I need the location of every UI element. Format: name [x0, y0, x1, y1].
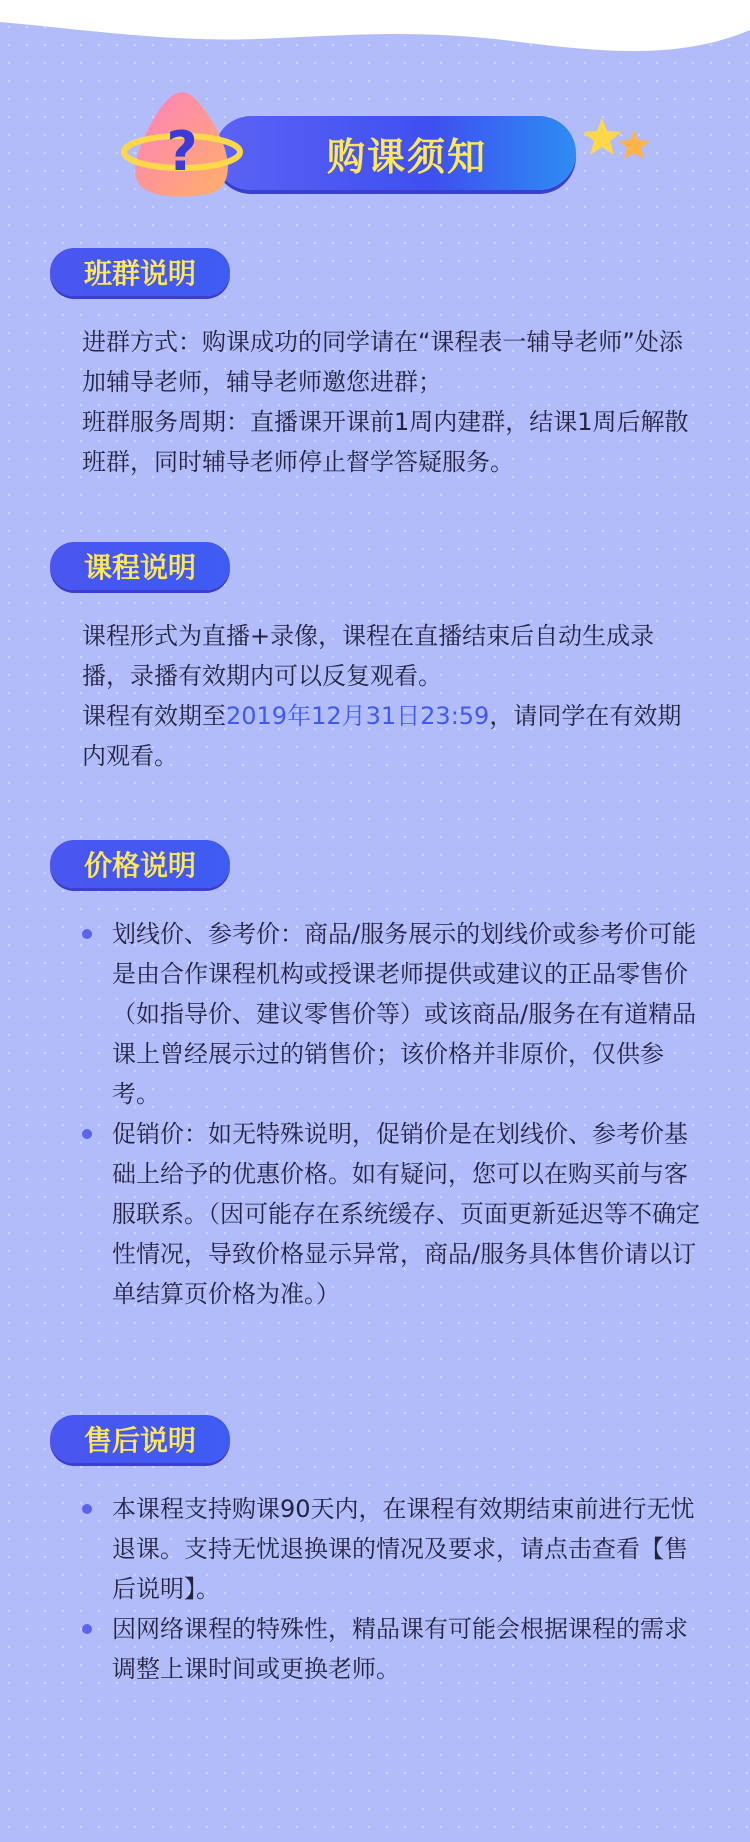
section-after-sales — [50, 1415, 700, 1689]
section-body — [50, 914, 700, 1314]
section-class-group — [50, 248, 700, 482]
section-body — [50, 616, 700, 776]
list-item-text: 本课程支持购课90天内，在课程有效期结束前进行无忧退课。支持无忧退换课的情况及要求，请点击查看【售后说明】。 — [112, 1495, 695, 1603]
paragraph-service-period: 班群服务周期：直播课开课前1周内建群，结课1周后解散班群，同时辅导老师停止督学答疑服务。 — [82, 408, 689, 476]
list-item — [82, 914, 700, 1114]
list-item-text: 因网络课程的特殊性，精品课有可能会根据课程的需求调整上课时间或更换老师。 — [112, 1615, 688, 1683]
list-item — [82, 1609, 700, 1689]
validity-suffix: ，请同学在有效期内观看。 — [82, 702, 682, 770]
bullet-dot-icon — [82, 1624, 92, 1634]
question-mark: ? — [166, 120, 198, 183]
section-body — [50, 1489, 700, 1689]
section-title: 课程说明 — [50, 542, 230, 590]
paragraph-join-method: 进群方式：购课成功的同学请在“课程表一辅导老师”处添加辅导老师，辅导老师邀您进群； — [82, 328, 683, 396]
bullet-dot-icon — [82, 929, 92, 939]
section-title: 班群说明 — [50, 248, 230, 296]
section-title: 售后说明 — [50, 1415, 230, 1463]
bullet-dot-icon — [82, 1504, 92, 1514]
validity-date: 2019年12月31日23:59 — [226, 702, 490, 730]
list-item-text: 划线价、参考价：商品/服务展示的划线价或参考价可能是由合作课程机构或授课老师提供或建议的正品零售价（如指导价、建议零售价等）或该商品/服务在有道精品课上曾经展示过的销售价；该价格并非原价，仅供参考。 — [112, 920, 697, 1108]
section-course — [50, 542, 700, 776]
list-item-text: 促销价：如无特殊说明，促销价是在划线价、参考价基础上给予的优惠价格。如有疑问，您可以在购买前与客服联系。（因可能存在系统缓存、页面更新延迟等不确定性情况，导致价格显示异常，商品/服务具体售价请以订单结算页价格为准。） — [112, 1120, 700, 1308]
top-wave-decoration — [0, 0, 750, 70]
list-item — [82, 1489, 700, 1609]
validity-prefix: 课程有效期至 — [82, 702, 226, 730]
page-title: 购课须知 — [326, 134, 487, 179]
section-body — [50, 322, 700, 482]
paragraph-course-format: 课程形式为直播+录像，课程在直播结束后自动生成录播，录播有效期内可以反复观看。 — [82, 622, 655, 690]
question-badge-icon — [120, 86, 270, 206]
section-title: 价格说明 — [50, 840, 230, 888]
list-item — [82, 1114, 700, 1314]
section-price — [50, 840, 700, 1314]
bullet-dot-icon — [82, 1129, 92, 1139]
paragraph-validity — [82, 696, 700, 776]
stars-icon — [580, 114, 660, 174]
header — [120, 86, 640, 206]
